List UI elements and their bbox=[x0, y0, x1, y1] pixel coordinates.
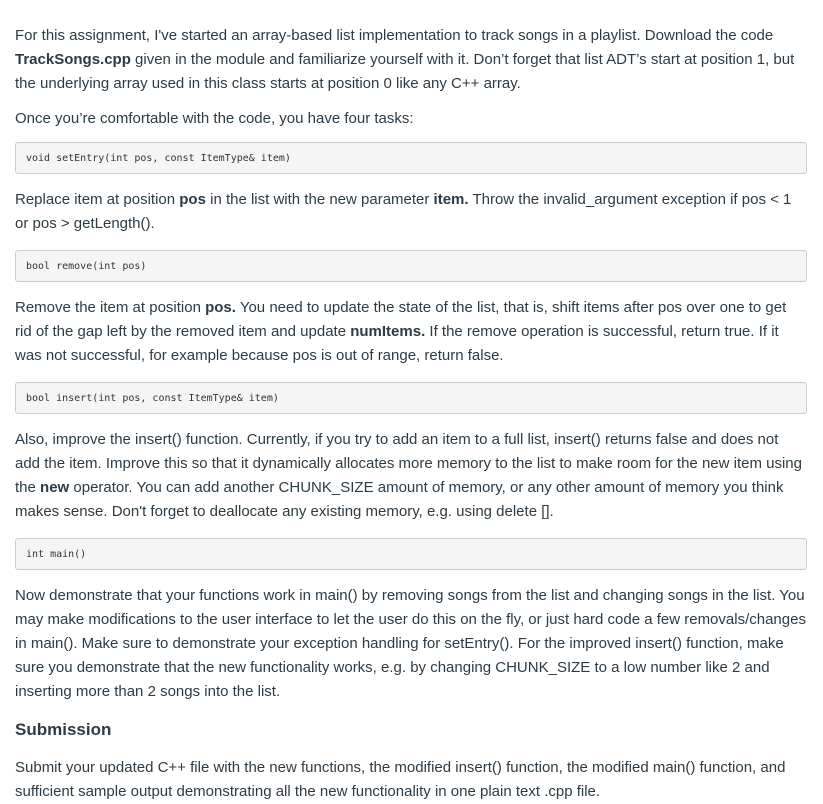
code-text: bool remove(int pos) bbox=[26, 260, 147, 272]
code-block-remove bbox=[15, 250, 807, 282]
submission-description: Submit your updated C++ file with the new functions, the modified insert() function, the modified main() function, and sufficient sample output demonstrating all the new functionality in one plain text .cpp file. bbox=[15, 759, 786, 800]
code-text: void setEntry(int pos, const ItemType& item) bbox=[26, 152, 291, 164]
main-description: Now demonstrate that your functions work in main() by removing songs from the list and changing songs in the list. You may make modifications to the user interface to let the user do this on the fly, or just hard code a few removals/changes in main(). Make sure to demonstrate your exception handling for setEntry(). For the improved insert() function, make sure you demonstrate that the new functionality works, e.g. by changing CHUNK_SIZE to a low number like 2 and inserting more than 2 songs into the list. bbox=[15, 587, 806, 700]
code-block-setentry bbox=[15, 142, 807, 174]
code-block-insert bbox=[15, 382, 807, 414]
code-block-main bbox=[15, 538, 807, 570]
intro-paragraph: For this assignment, I've started an array-based list implementation to track songs in a playlist. Download the code TrackSongs.cpp given in the module and familiarize yourself with it. Don’t forget that list ADT’s start at position 1, but the underlying array used in this class starts at position 0 like any C++ array. bbox=[15, 27, 795, 92]
filename-bold: TrackSongs.cpp bbox=[15, 51, 131, 68]
code-text: int main() bbox=[26, 548, 87, 560]
submission-heading: Submission bbox=[15, 720, 112, 739]
code-text: bool insert(int pos, const ItemType& item) bbox=[26, 392, 279, 404]
tasks-intro-paragraph: Once you’re comfortable with the code, you have four tasks: bbox=[15, 110, 414, 127]
setentry-description: Replace item at position pos in the list with the new parameter item. Throw the invalid_argument exception if pos < 1 or pos > getLength(). bbox=[15, 191, 792, 232]
remove-description: Remove the item at position pos. You need to update the state of the list, that is, shift items after pos over one to get rid of the gap left by the removed item and update numItems. If the remove operation is successful, return true. If it was not successful, for example because pos is out of range, return false. bbox=[15, 299, 787, 364]
insert-description: Also, improve the insert() function. Currently, if you try to add an item to a full list, insert() returns false and does not add the item. Improve this so that it dynamically allocates more memory to the list to make room for the new item using the new operator. You can add another CHUNK_SIZE amount of memory, or any other amount of memory you think makes sense. Don't forget to deallocate any existing memory, e.g. using delete []. bbox=[15, 431, 802, 520]
